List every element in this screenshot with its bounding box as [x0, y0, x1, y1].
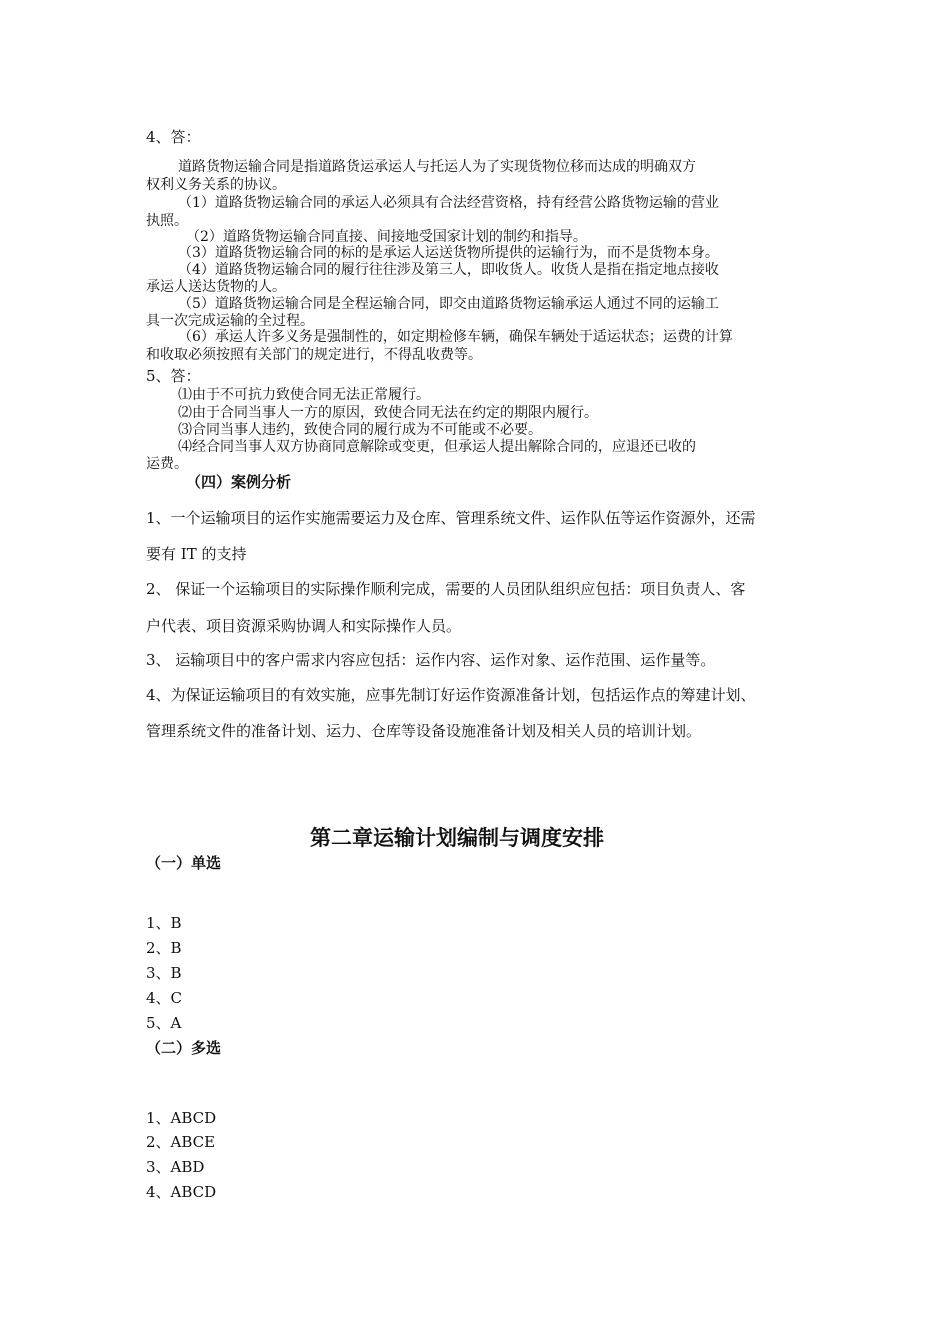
case-item4-line2: 管理系统文件的准备计划、运力、仓库等设备设施准备计划及相关人员的培训计划。: [146, 722, 702, 740]
q4-p3: （3）道路货物运输合同的标的是承运人运送货物所提供的运输行为，而不是货物本身。: [178, 245, 719, 261]
q4-p1-line1: （1）道路货物运输合同的承运人必须具有合法经营资格，持有经营公路货物运输的营业: [178, 195, 719, 211]
case-item2-line2: 户代表、项目资源采购协调人和实际操作人员。: [146, 617, 462, 635]
q4-p6-line1: （6）承运人许多义务是强制性的，如定期检修车辆，确保车辆处于适运状态；运费的计算: [178, 329, 733, 345]
q4-p6-line2: 和收取必须按照有关部门的规定进行，不得乱收费等。: [146, 347, 482, 363]
q4-p5-line2: 具一次完成运输的全过程。: [146, 313, 314, 329]
multi-answer: 3、ABD: [146, 1158, 205, 1176]
chapter-title: 第二章运输计划编制与调度安排: [310, 825, 604, 850]
single-choice-heading: （一）单选: [146, 854, 222, 872]
q4-p4-line2: 承运人送达货物的人。: [146, 279, 286, 295]
q5-p1: ⑴由于不可抗力致使合同无法正常履行。: [178, 387, 430, 403]
case-item2-line1: 2、 保证一个运输项目的实际操作顺利完成，需要的人员团队组织应包括：项目负责人、客: [146, 580, 746, 598]
q4-heading: 4、答：: [146, 128, 201, 146]
q5-p3: ⑶合同当事人违约，致使合同的履行成为不可能或不必要。: [178, 422, 542, 438]
q5-p2: ⑵由于合同当事人一方的原因，致使合同无法在约定的期限内履行。: [178, 405, 598, 421]
case-item3: 3、 运输项目中的客户需求内容应包括：运作内容、运作对象、运作范围、运作量等。: [146, 651, 716, 669]
multi-answer: 1、ABCD: [146, 1109, 217, 1127]
multi-choice-heading: （二）多选: [146, 1039, 222, 1057]
case-item1-line1: 1、一个运输项目的运作实施需要运力及仓库、管理系统文件、运作队伍等运作资源外，还需: [146, 509, 756, 527]
q5-p4-line1: ⑷经合同当事人双方协商同意解除或变更，但承运人提出解除合同的，应退还已收的: [178, 439, 696, 455]
single-answer: 4、C: [146, 989, 183, 1007]
case-item4-line1: 4、为保证运输项目的有效实施，应事先制订好运作资源准备计划，包括运作点的筹建计划、: [146, 686, 756, 704]
case-item1-line2: 要有 IT 的支持: [146, 545, 247, 563]
q4-p2: （2）道路货物运输合同直接、间接地受国家计划的制约和指导。: [186, 229, 587, 245]
multi-answer: 2、ABCE: [146, 1133, 216, 1151]
single-answer: 3、B: [146, 964, 182, 982]
q4-p1-line2: 执照。: [146, 213, 188, 229]
single-answer: 1、B: [146, 914, 182, 932]
multi-answer: 4、ABCD: [146, 1183, 217, 1201]
q4-intro-line1: 道路货物运输合同是指道路货运承运人与托运人为了实现货物位移而达成的明确双方: [178, 159, 696, 175]
q4-p5-line1: （5）道路货物运输合同是全程运输合同，即交由道路货物运输承运人通过不同的运输工: [178, 296, 719, 312]
q5-p4-line2: 运费。: [146, 456, 188, 472]
single-answer: 2、B: [146, 939, 182, 957]
case-heading: （四）案例分析: [186, 473, 292, 491]
q4-intro-line2: 权利义务关系的协议。: [146, 177, 286, 193]
single-answer: 5、A: [146, 1014, 182, 1032]
q4-p4-line1: （4）道路货物运输合同的履行往往涉及第三人，即收货人。收货人是指在指定地点接收: [178, 262, 719, 278]
q5-heading: 5、答：: [146, 367, 201, 385]
